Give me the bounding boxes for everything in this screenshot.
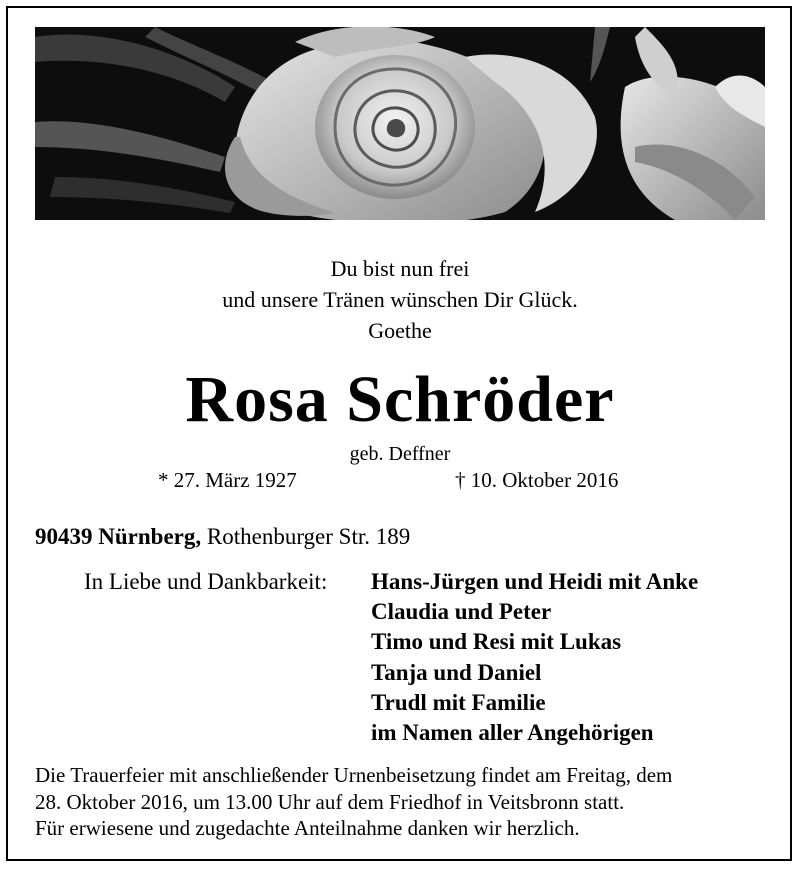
mourner-entry: Trudl mit Familie [371,689,546,715]
funeral-notice [35,762,672,842]
address-street: Rothenburger Str. 189 [206,524,411,549]
rose-photo [35,27,765,220]
mourner-entry: Hans-Jürgen und Heidi mit Anke [371,569,699,594]
mourners-label: In Liebe und Dankbarkeit: [84,569,328,594]
death-date: † 10. Oktober 2016 [455,468,619,492]
mourner-entry: im Namen aller Angehörigen [371,720,654,746]
deceased-name: Rosa Schröder [185,363,615,436]
address [35,523,410,551]
quote-author: Goethe [368,318,432,343]
rose-illustration [35,27,765,220]
mourners-list [371,567,698,748]
funeral-line: Für erwiesene und zugedachte Anteilnahme danken wir herzlich. [35,816,580,840]
mourner-entry: Timo und Resi mit Lukas [371,629,622,655]
maiden-name: geb. Deffner [349,443,451,465]
mourner-entry: Tanja und Daniel [371,659,542,685]
birth-date: * 27. März 1927 [158,468,297,492]
quote [0,253,800,346]
mourner-entry: Claudia und Peter [371,599,552,625]
address-city: 90439 Nürnberg, [35,524,202,549]
funeral-line: Die Trauerfeier mit anschließender Urnenbeisetzung findet am Freitag, dem [35,763,673,787]
funeral-line: 28. Oktober 2016, um 13.00 Uhr auf dem Friedhof in Veitsbronn statt. [35,789,625,814]
quote-line: Du bist nun frei [330,256,470,281]
quote-line: und unsere Tränen wünschen Dir Glück. [222,287,578,312]
